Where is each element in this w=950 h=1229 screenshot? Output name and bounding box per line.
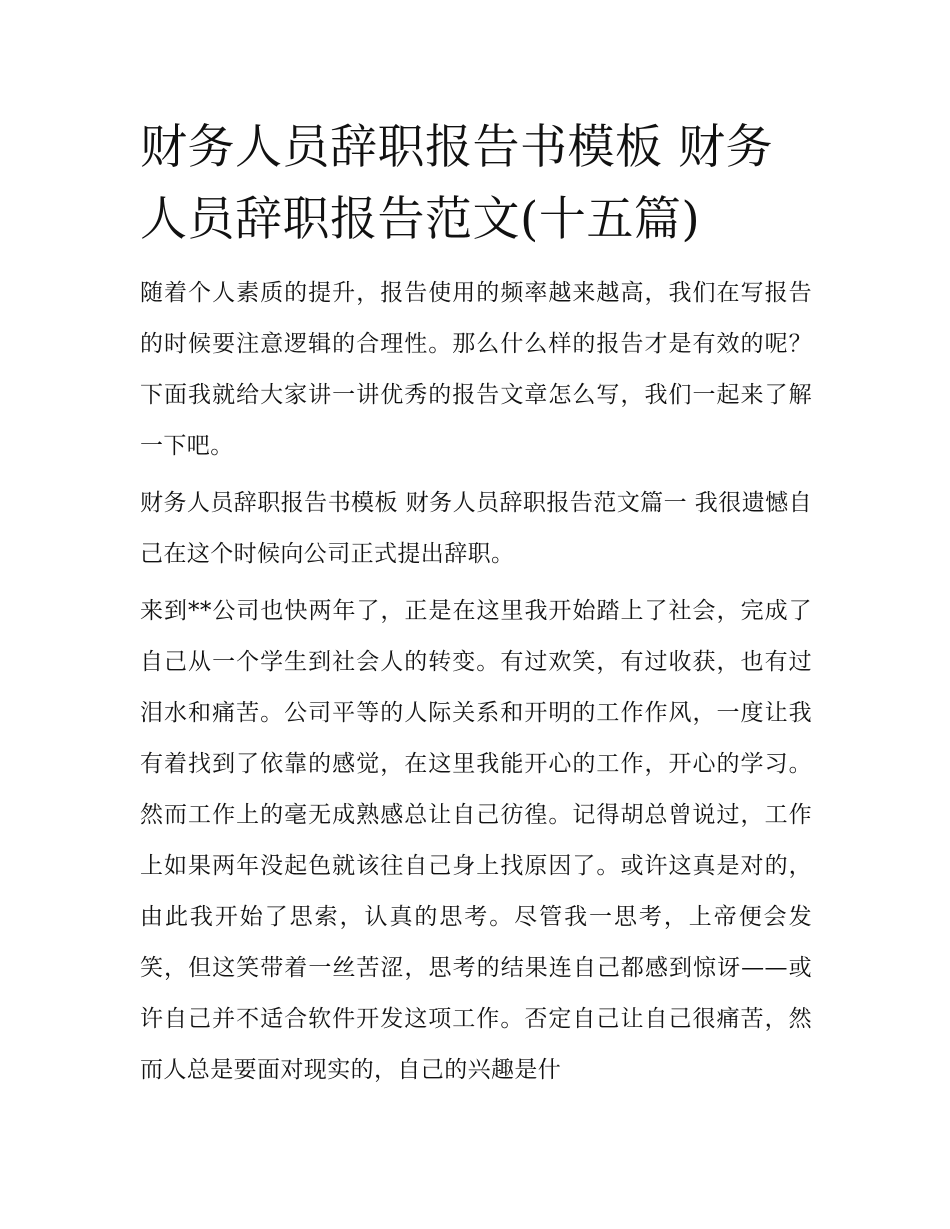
document-body	[140, 112, 812, 1096]
body-paragraph: 来到**公司也快两年了，正是在这里我开始踏上了社会，完成了自己从一个学生到社会人的转变。有过欢笑，有过收获，也有过泪水和痛苦。公司平等的人际关系和开明的工作作风，一度让我有着找到了依靠的感觉，在这里我能开心的工作，开心的学习。然而工作上的毫无成熟感总让自己彷徨。记得胡总曾说过，工作上如果两年没起色就该往自己身上找原因了。或许这真是对的，由此我开始了思索，认真的思考。尽管我一思考，上帝便会发笑，但这笑带着一丝苦涩，思考的结果连自己都感到惊讶——或许自己并不适合软件开发这项工作。否定自己让自己很痛苦，然而人总是要面对现实的，自己的兴趣是什	[140, 598, 812, 1083]
section-heading-paragraph: 财务人员辞职报告书模板 财务人员辞职报告范文篇一 我很遗憾自己在这个时候向公司正式提出辞职。	[140, 490, 812, 567]
document-title: 财务人员辞职报告书模板 财务人员辞职报告范文(十五篇)	[140, 120, 773, 247]
intro-paragraph: 随着个人素质的提升，报告使用的频率越来越高，我们在写报告的时候要注意逻辑的合理性。那么什么样的报告才是有效的呢？下面我就给大家讲一讲优秀的报告文章怎么写，我们一起来了解一下吧。	[140, 280, 812, 459]
